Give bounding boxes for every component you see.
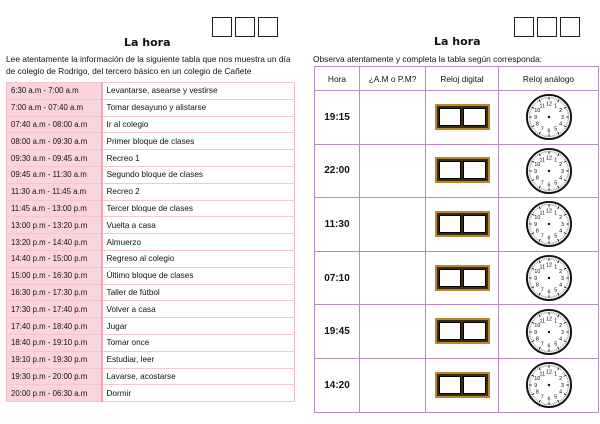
am-pm-answer-cell[interactable] [360, 305, 426, 359]
digital-clock-cell [426, 144, 499, 198]
schedule-table [6, 82, 295, 402]
schedule-activity: Segundo bloque de clases [102, 166, 295, 183]
clock-number: 3 [560, 168, 564, 175]
am-pm-answer-cell[interactable] [360, 358, 426, 412]
clock-number: 1 [553, 210, 557, 217]
clock-number: 4 [558, 282, 562, 289]
schedule-time: 18:40 p.m - 19:10 p.m [7, 334, 102, 351]
clock-number: 12 [545, 369, 552, 376]
schedule-activity: Recreo 1 [102, 150, 295, 167]
schedule-activity: Tomar desayuno y alistarse [102, 99, 295, 116]
header-digital: Reloj digital [426, 67, 499, 91]
clock-number: 6 [547, 343, 550, 350]
analog-clock-cell [499, 144, 599, 198]
clock-number: 9 [533, 275, 537, 282]
clock-number: 10 [533, 269, 540, 276]
schedule-row [7, 200, 295, 217]
schedule-activity: Tercer bloque de clases [102, 200, 295, 217]
schedule-row [7, 385, 295, 402]
schedule-time: 13:00 p.m - 13:20 p.m [7, 217, 102, 234]
am-pm-answer-cell[interactable] [360, 144, 426, 198]
schedule-row [7, 334, 295, 351]
schedule-row [7, 318, 295, 335]
schedule-time: 13:20 p.m - 14:40 p.m [7, 234, 102, 251]
exercise-row [315, 198, 599, 252]
analog-clock-cell [499, 91, 599, 145]
score-box[interactable] [212, 17, 232, 37]
clock-number: 11 [539, 317, 545, 324]
clock-number: 5 [553, 234, 557, 241]
clock-number: 7 [540, 287, 544, 294]
digital-clock-cell [426, 91, 499, 145]
schedule-row [7, 301, 295, 318]
analog-clock-cell [499, 251, 599, 305]
score-box[interactable] [235, 17, 255, 37]
am-pm-answer-cell[interactable] [360, 251, 426, 305]
clock-number: 8 [535, 175, 539, 182]
schedule-row [7, 166, 295, 183]
hour-cell: 11:30 [315, 198, 360, 252]
analog-clock-icon[interactable] [525, 308, 573, 356]
clock-number: 12 [545, 316, 552, 323]
score-box[interactable] [258, 17, 278, 37]
clock-number: 11 [539, 210, 545, 217]
schedule-activity: Almuerzo [102, 234, 295, 251]
clock-number: 2 [558, 322, 562, 329]
clock-number: 5 [553, 126, 557, 133]
clock-number: 12 [545, 208, 552, 215]
page-title: La hora [124, 36, 171, 49]
exercise-table [314, 66, 599, 413]
score-box[interactable] [560, 17, 580, 37]
schedule-time: 19:10 p.m - 19:30 p.m [7, 351, 102, 368]
clock-number: 8 [535, 282, 539, 289]
schedule-row [7, 116, 295, 133]
clock-number: 7 [540, 394, 544, 401]
clock-number: 5 [553, 341, 557, 348]
digital-clock-cell [426, 305, 499, 359]
clock-number: 7 [540, 234, 544, 241]
schedule-row [7, 250, 295, 267]
digital-clock-icon[interactable] [435, 372, 490, 398]
clock-number: 2 [558, 376, 562, 383]
clock-number: 11 [539, 371, 545, 378]
schedule-activity: Último bloque de clases [102, 267, 295, 284]
clock-number: 7 [540, 341, 544, 348]
header-hora: Hora [315, 67, 360, 91]
clock-number: 9 [533, 115, 537, 122]
schedule-time: 09:30 a.m - 09:45 a.m [7, 150, 102, 167]
clock-number: 4 [558, 229, 562, 236]
am-pm-answer-cell[interactable] [360, 91, 426, 145]
schedule-row [7, 83, 295, 100]
schedule-activity: Estudiar, leer [102, 351, 295, 368]
clock-number: 2 [558, 269, 562, 276]
analog-clock-icon[interactable] [525, 361, 573, 409]
exercise-row [315, 305, 599, 359]
header-analog: Reloj análogo [499, 67, 599, 91]
clock-number: 6 [547, 182, 550, 189]
schedule-row [7, 217, 295, 234]
schedule-activity: Vuelta a casa [102, 217, 295, 234]
schedule-time: 17:30 p.m - 17:40 p.m [7, 301, 102, 318]
clock-number: 10 [533, 376, 540, 383]
schedule-activity: Volver a casa [102, 301, 295, 318]
header-am-pm: ¿A.M o P.M? [360, 67, 426, 91]
schedule-activity: Ir al colegio [102, 116, 295, 133]
clock-number: 3 [560, 383, 564, 390]
schedule-activity: Recreo 2 [102, 183, 295, 200]
clock-number: 9 [533, 329, 537, 336]
schedule-row [7, 368, 295, 385]
analog-clock-cell [499, 305, 599, 359]
clock-number: 8 [535, 121, 539, 128]
clock-number: 8 [535, 229, 539, 236]
exercise-row [315, 358, 599, 412]
digital-clock-cell [426, 251, 499, 305]
clock-number: 6 [547, 289, 550, 296]
score-boxes [212, 17, 278, 37]
exercise-row [315, 251, 599, 305]
analog-clock-icon[interactable] [525, 254, 573, 302]
clock-number: 7 [540, 126, 544, 133]
clock-number: 8 [535, 336, 539, 343]
clock-number: 5 [553, 180, 557, 187]
schedule-activity: Jugar [102, 318, 295, 335]
schedule-row [7, 99, 295, 116]
clock-number: 11 [539, 264, 545, 271]
clock-number: 7 [540, 180, 544, 187]
hour-cell: 07:10 [315, 251, 360, 305]
schedule-row [7, 133, 295, 150]
schedule-time: 15:00 p.m - 16:30 p.m [7, 267, 102, 284]
clock-number: 3 [560, 329, 564, 336]
clock-number: 4 [558, 121, 562, 128]
clock-number: 6 [547, 235, 550, 242]
clock-number: 4 [558, 336, 562, 343]
analog-clock-cell [499, 198, 599, 252]
clock-number: 1 [553, 157, 557, 164]
clock-number: 11 [539, 157, 545, 164]
schedule-row [7, 234, 295, 251]
schedule-time: 14:40 p.m - 15:00 p.m [7, 250, 102, 267]
clock-number: 9 [533, 222, 537, 229]
clock-number: 3 [560, 275, 564, 282]
schedule-row [7, 183, 295, 200]
clock-number: 4 [558, 175, 562, 182]
digital-clock-cell [426, 358, 499, 412]
clock-number: 2 [558, 108, 562, 115]
clock-number: 4 [558, 389, 562, 396]
hour-cell: 22:00 [315, 144, 360, 198]
schedule-time: 11:30 a.m - 11:45 a.m [7, 183, 102, 200]
schedule-activity: Regreso al colegio [102, 250, 295, 267]
clock-number: 5 [553, 394, 557, 401]
analog-clock-icon[interactable] [525, 93, 573, 141]
clock-number: 12 [545, 262, 552, 269]
schedule-time: 16:30 p.m - 17:30 p.m [7, 284, 102, 301]
score-box[interactable] [537, 17, 557, 37]
schedule-row [7, 267, 295, 284]
hour-cell: 19:15 [315, 91, 360, 145]
clock-number: 1 [553, 103, 557, 110]
schedule-activity: Dormir [102, 385, 295, 402]
analog-clock-icon[interactable] [525, 147, 573, 195]
schedule-time: 19:30 p.m - 20:00 p.m [7, 368, 102, 385]
clock-number: 3 [560, 115, 564, 122]
clock-number: 12 [545, 101, 552, 108]
schedule-activity: Lavarse, acostarse [102, 368, 295, 385]
clock-number: 1 [553, 371, 557, 378]
digital-clock-icon[interactable] [435, 211, 490, 237]
schedule-activity: Primer bloque de clases [102, 133, 295, 150]
schedule-time: 20:00 p.m - 06:30 a.m [7, 385, 102, 402]
clock-number: 3 [560, 222, 564, 229]
instructions: Observa atentamente y completa la tabla según corresponda: [313, 54, 543, 64]
clock-number: 10 [533, 322, 540, 329]
clock-number: 10 [533, 215, 540, 222]
clock-number: 10 [533, 162, 540, 169]
exercise-row [315, 91, 599, 145]
schedule-activity: Tomar once [102, 334, 295, 351]
schedule-time: 09:45 a.m - 11:30 a.m [7, 166, 102, 183]
schedule-activity: Taller de fútbol [102, 284, 295, 301]
score-box[interactable] [514, 17, 534, 37]
clock-number: 6 [547, 128, 550, 135]
clock-number: 10 [533, 108, 540, 115]
clock-number: 1 [553, 317, 557, 324]
digital-clock-icon[interactable] [435, 157, 490, 183]
clock-number: 12 [545, 155, 552, 162]
schedule-time: 11:45 a.m - 13:00 p.m [7, 200, 102, 217]
hour-cell: 14:20 [315, 358, 360, 412]
schedule-time: 17:40 p.m - 18:40 p.m [7, 318, 102, 335]
clock-number: 2 [558, 215, 562, 222]
clock-number: 2 [558, 162, 562, 169]
analog-clock-cell [499, 358, 599, 412]
schedule-time: 6:30 a.m - 7:00 a.m [7, 83, 102, 100]
schedule-time: 7:00 a.m - 07:40 a.m [7, 99, 102, 116]
exercise-row [315, 144, 599, 198]
hour-cell: 19:45 [315, 305, 360, 359]
schedule-time: 08:00 a.m - 09:30 a.m [7, 133, 102, 150]
digital-clock-icon[interactable] [435, 318, 490, 344]
am-pm-answer-cell[interactable] [360, 198, 426, 252]
clock-number: 9 [533, 168, 537, 175]
digital-clock-cell [426, 198, 499, 252]
analog-clock-icon[interactable] [525, 200, 573, 248]
schedule-row [7, 284, 295, 301]
schedule-row [7, 150, 295, 167]
clock-number: 5 [553, 287, 557, 294]
page-title: La hora [434, 35, 481, 48]
clock-number: 11 [539, 103, 545, 110]
score-boxes [514, 17, 580, 37]
instructions: Lee atentamente la información de la siguiente tabla que nos muestra un día de colegio de Rodrigo, del tercero básico en un colegio de Cañete [6, 54, 291, 76]
schedule-time: 07:40 a.m - 08:00 a.m [7, 116, 102, 133]
digital-clock-icon[interactable] [435, 265, 490, 291]
schedule-row [7, 351, 295, 368]
digital-clock-icon[interactable] [435, 104, 490, 130]
clock-number: 1 [553, 264, 557, 271]
clock-number: 9 [533, 383, 537, 390]
clock-number: 8 [535, 389, 539, 396]
clock-number: 6 [547, 396, 550, 403]
schedule-activity: Levantarse, asearse y vestirse [102, 83, 295, 100]
